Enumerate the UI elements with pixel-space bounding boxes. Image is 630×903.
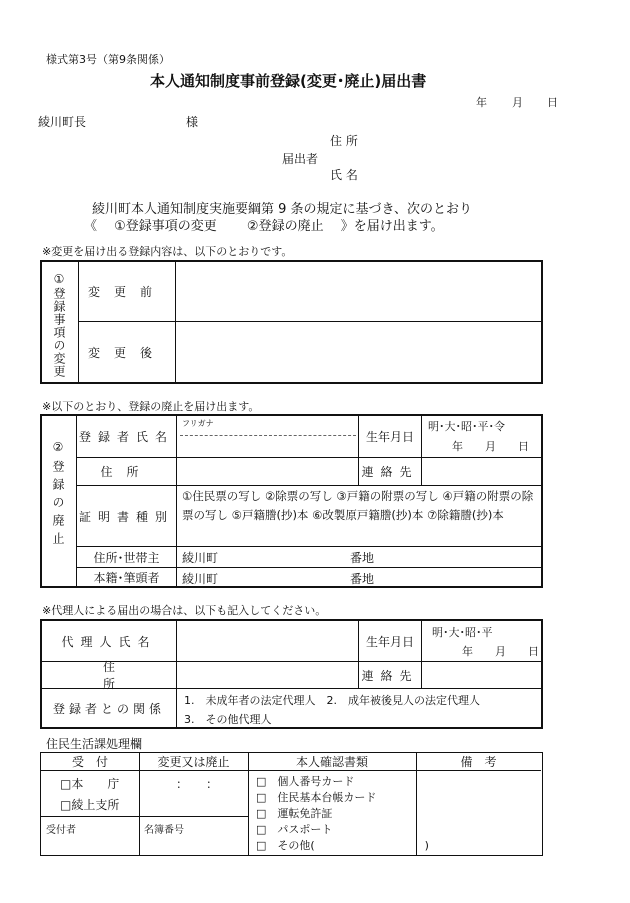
abolish-note: ※以下のとおり、登録の廃止を届け出ます。 — [42, 400, 260, 413]
agent-address-label: 住所 — [103, 660, 178, 691]
document-title: 本人通知制度事前登録(変更･廃止)届出書 — [150, 72, 427, 90]
agent-relation-option-1[interactable]: 1. 未成年者の法定代理人 2. 成年被後見人の法定代理人 — [184, 694, 480, 707]
honseki-banchi: 番地 — [350, 572, 375, 586]
agent-birthdate-ymd[interactable]: 年 月 日 — [462, 645, 539, 658]
agent-relation-option-2[interactable]: 3. その他代理人 — [184, 713, 272, 726]
form-number: 様式第3号（第9条関係） — [46, 53, 170, 66]
addressee-honorific: 様 — [186, 115, 199, 129]
applicant-name-label: 氏 名 — [330, 168, 358, 182]
registrant-name-label: 登録者氏名 — [78, 430, 174, 444]
statement-line-1: 綾川町本人通知制度実施要綱第 9 条の規定に基づき、次のとおり — [92, 202, 473, 217]
change-before-field[interactable] — [178, 264, 539, 319]
id-doc-other[interactable]: □ その他( ) — [256, 839, 429, 852]
id-doc-my-number-card[interactable]: □ 個人番号カード — [256, 775, 355, 788]
office-col-remarks: 備 考 — [460, 755, 497, 769]
reception-option-ayakami-branch[interactable]: □綾上支所 — [60, 798, 120, 812]
office-col-id-documents: 本人確認書類 — [295, 755, 368, 769]
change-note: ※変更を届け出る登録内容は、以下のとおりです。 — [42, 245, 293, 258]
change-side-label: ①登録事項の変更 — [52, 272, 66, 378]
agent-name-field[interactable] — [180, 623, 356, 659]
addressee: 綾川町長 — [38, 115, 87, 129]
agent-relation-label: 登録者との関係 — [52, 701, 165, 716]
agent-name-label: 代理人氏名 — [61, 634, 157, 649]
applicant-address-label: 住 所 — [330, 134, 358, 148]
abolish-birthdate-label: 生年月日 — [365, 430, 414, 444]
abolish-era-options[interactable]: 明･大･昭･平･令 — [428, 420, 505, 433]
agent-address-field[interactable] — [180, 664, 356, 686]
change-after-field[interactable] — [178, 324, 539, 380]
date-year-label: 年 — [476, 96, 487, 109]
honseki-label: 本籍･筆頭者 — [93, 571, 160, 585]
change-after-label: 変更後 — [87, 345, 166, 360]
abolish-contact-field[interactable] — [424, 460, 539, 483]
receiver-label: 受付者 — [46, 825, 76, 836]
household-town: 綾川町 — [182, 551, 219, 565]
reception-option-main-office[interactable]: □本 庁 — [60, 777, 120, 791]
change-before-label: 変更前 — [87, 285, 166, 299]
agent-note: ※代理人による届出の場合は、以下も記入してください。 — [42, 604, 327, 617]
date-month-label: 月 — [512, 96, 523, 109]
abolish-side-label: ②登録の廃止 — [51, 440, 65, 550]
id-doc-drivers-license[interactable]: □ 運転免許証 — [256, 807, 333, 820]
id-doc-resident-card[interactable]: □ 住民基本台帳カード — [256, 791, 377, 804]
abolish-address-label: 住所 — [100, 465, 153, 479]
applicant-label: 届出者 — [282, 152, 319, 166]
agent-birthdate-label: 生年月日 — [365, 634, 414, 649]
agent-contact-label: 連絡先 — [361, 668, 419, 683]
statement-line-2: 《 ①登録事項の変更 ②登録の廃止 》を届け出ます。 — [84, 219, 444, 234]
reception-time-field[interactable]: ： ： — [176, 777, 219, 791]
household-banchi: 番地 — [350, 551, 375, 565]
date-day-label: 日 — [547, 96, 558, 109]
abolish-birthdate-ymd[interactable]: 年 月 日 — [452, 440, 529, 453]
abolish-contact-label: 連絡先 — [361, 465, 419, 479]
agent-era-options[interactable]: 明･大･昭･平 — [432, 626, 493, 639]
registry-number-label: 名簿番号 — [144, 825, 184, 836]
honseki-town: 綾川町 — [182, 572, 219, 586]
furigana-label: フリガナ — [182, 419, 214, 428]
household-label: 住所･世帯主 — [93, 550, 160, 565]
certificate-type-options[interactable]: ①住民票の写し ②除票の写し ③戸籍の附票の写し ④戸籍の附票の除票の写し ⑤戸籍謄(抄)本 ⑥改製原戸籍謄(抄)本 ⑦除籍謄(抄)本 — [182, 489, 534, 522]
abolish-address-field[interactable] — [180, 460, 356, 483]
office-col-change-abolish: 変更又は廃止 — [157, 755, 230, 769]
id-doc-passport[interactable]: □ パスポート — [256, 823, 333, 836]
office-col-reception: 受 付 — [71, 755, 108, 769]
certificate-type-label: 証明書種別 — [78, 509, 174, 524]
office-section-title: 住民生活課処理欄 — [46, 737, 143, 751]
agent-contact-field[interactable] — [424, 664, 539, 686]
registrant-name-field[interactable] — [180, 437, 356, 456]
